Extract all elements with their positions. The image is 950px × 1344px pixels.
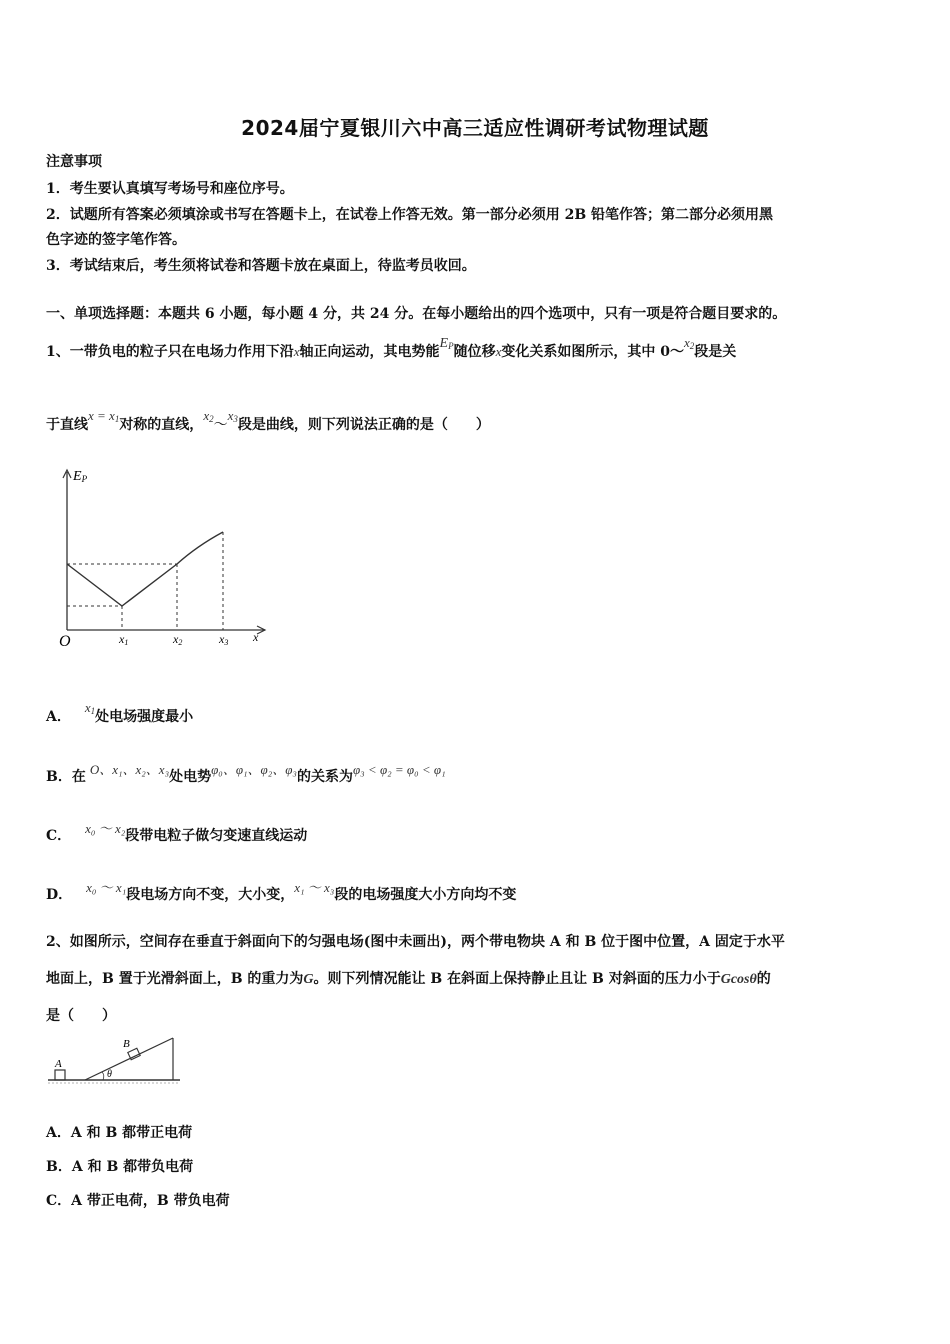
graph-x2: x2 xyxy=(173,632,183,647)
q1-option-d: D． x₀ ～ x₁段电场方向不变，大小变，x₁ ～ x₃段的电场强度大小方向均不变 xyxy=(46,880,517,903)
block-a xyxy=(55,1070,65,1080)
notice-item-1: 1．考生要认真填写考场号和座位序号。 xyxy=(46,181,294,197)
q1-option-c: C． x₀ ～ x₂段带电粒子做匀变速直线运动 xyxy=(46,821,308,844)
q1-option-b: B．在 O、x₁、x₂、x₃处电势φ₀、φ₁、φ₂、φ₃的关系为φ₃ < φ₂ = φ₀ < φ₁ xyxy=(46,762,446,785)
q1-stem-line1: 1、一带负电的粒子只在电场力作用下沿x轴正向运动，其电势能$E_P$随位移x变化关系如图所示，其中 $0\sim x_2$段是关 xyxy=(46,335,737,360)
notice-item-2: 2．试题所有答案必须填涂或书写在答题卡上，在试卷上作答无效。第一部分必须用 2B 铅笔作答；第二部分必须用黑 xyxy=(46,207,774,223)
graph-ylabel: EP xyxy=(73,469,88,484)
q1-stem-line2: 于直线$x = x_1$对称的直线，$x_2\sim x_3$段是曲线，则下列说法正确的是（ ） xyxy=(46,408,490,433)
graph-xlabel: x xyxy=(253,630,259,644)
section-heading: 一、单项选择题：本题共 6 小题，每小题 4 分，共 24 分。在每小题给出的四个选项中，只有一项是符合题目要求的。 xyxy=(46,306,787,322)
page-title: 2024届宁夏银川六中高三适应性调研考试物理试题 xyxy=(241,116,709,140)
q2-option-a: A．A 和 B 都带正电荷 xyxy=(46,1125,193,1141)
notice-item-3: 3．考试结束后，考生须将试卷和答题卡放在桌面上，待监考员收回。 xyxy=(46,258,476,274)
q2-stem-line3: 是（ ） xyxy=(46,1008,116,1024)
q2-option-b: B．A 和 B 都带负电荷 xyxy=(46,1159,194,1175)
notice-item-2-cont: 色字迹的签字笔作答。 xyxy=(46,232,186,248)
graph-x1: x1 xyxy=(119,632,129,647)
q2-stem-line1: 2、如图所示，空间存在垂直于斜面向下的匀强电场(图中未画出)，两个带电物块 A 和 B 位于图中位置，A 固定于水平 xyxy=(46,934,785,950)
ep-x-graph xyxy=(55,460,275,665)
q2-option-c: C．A 带正电荷，B 带负电荷 xyxy=(46,1193,230,1209)
q2-stem-line2: 地面上，B 置于光滑斜面上，B 的重力为G。则下列情况能让 B 在斜面上保持静止且让 B 对斜面的压力小于Gcosθ的 xyxy=(46,971,771,987)
svg-text:A: A xyxy=(55,1058,62,1070)
incline-figure xyxy=(45,1030,185,1086)
q1-option-a: A．$x_1$处电场强度最小 xyxy=(46,700,194,725)
graph-origin: O xyxy=(59,633,71,650)
svg-text:θ: θ xyxy=(107,1069,112,1080)
svg-text:B: B xyxy=(123,1038,130,1050)
notice-heading: 注意事项 xyxy=(46,154,102,170)
graph-x3: x3 xyxy=(219,632,229,647)
